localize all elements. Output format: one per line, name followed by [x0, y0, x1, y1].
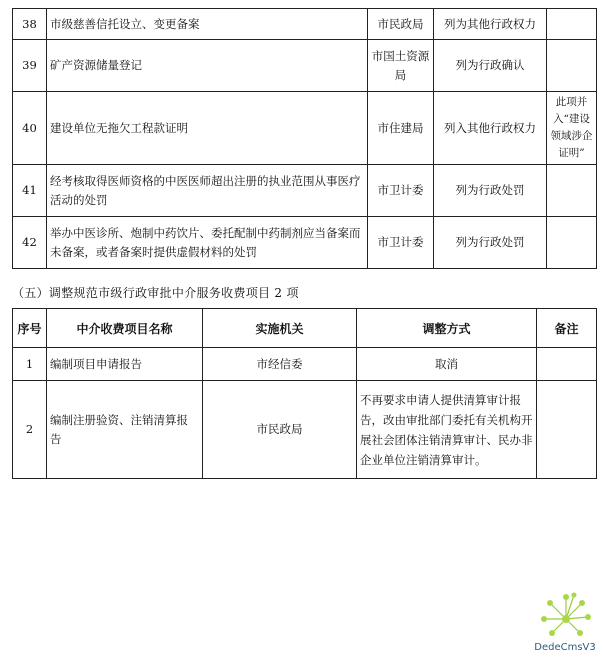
table-row — [13, 348, 597, 381]
table-row — [13, 217, 597, 269]
intermediary-fee-table — [12, 308, 597, 479]
power-adjustment-table-continued — [12, 8, 597, 269]
adjustment-method: 列为行政确认 — [434, 40, 547, 92]
section-heading: （五）调整规范市级行政审批中介服务收费项目 2 项 — [12, 286, 299, 300]
item-name: 经考核取得医师资格的中医医师超出注册的执业范围从事医疗活动的处罚 — [47, 165, 368, 217]
watermark-text: DedeCmsV3 — [534, 642, 596, 653]
dandelion-logo-icon — [530, 591, 600, 641]
implementing-agency: 市住建局 — [368, 92, 434, 165]
implementing-agency: 市国土资源局 — [368, 40, 434, 92]
row-number: 1 — [13, 348, 47, 381]
item-name: 矿产资源储量登记 — [47, 40, 368, 92]
remark — [547, 165, 597, 217]
implementing-agency: 市民政局 — [203, 381, 357, 479]
watermark — [530, 591, 600, 653]
header-item-name: 中介收费项目名称 — [47, 309, 203, 348]
implementing-agency: 市卫计委 — [368, 165, 434, 217]
implementing-agency: 市经信委 — [203, 348, 357, 381]
table-row — [13, 92, 597, 165]
header-implementing-agency: 实施机关 — [203, 309, 357, 348]
remark: 此项并入“建设领域涉企证明” — [547, 92, 597, 165]
item-name: 建设单位无拖欠工程款证明 — [47, 92, 368, 165]
adjustment-method: 列为其他行政权力 — [434, 9, 547, 40]
item-name: 编制项目申请报告 — [47, 348, 203, 381]
adjustment-method: 不再要求申请人提供清算审计报告，改由审批部门委托有关机构开展社会团体注销清算审计、民办非企业单位注销清算审计。 — [357, 381, 537, 479]
table-row — [13, 9, 597, 40]
header-remark: 备注 — [537, 309, 597, 348]
table-row — [13, 40, 597, 92]
table-row — [13, 381, 597, 479]
remark — [547, 9, 597, 40]
implementing-agency: 市民政局 — [368, 9, 434, 40]
row-number: 40 — [13, 92, 47, 165]
implementing-agency: 市卫计委 — [368, 217, 434, 269]
table-header-row — [13, 309, 597, 348]
item-name: 编制注册验资、注销清算报告 — [47, 381, 203, 479]
row-number: 39 — [13, 40, 47, 92]
remark — [547, 217, 597, 269]
remark — [537, 348, 597, 381]
item-name: 举办中医诊所、炮制中药饮片、委托配制中药制剂应当备案而未备案，或者备案时提供虚假材料的处罚 — [47, 217, 368, 269]
table-row — [13, 165, 597, 217]
row-number: 2 — [13, 381, 47, 479]
adjustment-method: 列为行政处罚 — [434, 217, 547, 269]
adjustment-method: 取消 — [357, 348, 537, 381]
row-number: 42 — [13, 217, 47, 269]
row-number: 38 — [13, 9, 47, 40]
remark — [537, 381, 597, 479]
remark — [547, 40, 597, 92]
adjustment-method: 列入其他行政权力 — [434, 92, 547, 165]
item-name: 市级慈善信托设立、变更备案 — [47, 9, 368, 40]
adjustment-method: 列为行政处罚 — [434, 165, 547, 217]
row-number: 41 — [13, 165, 47, 217]
header-number: 序号 — [13, 309, 47, 348]
header-adjustment-method: 调整方式 — [357, 309, 537, 348]
